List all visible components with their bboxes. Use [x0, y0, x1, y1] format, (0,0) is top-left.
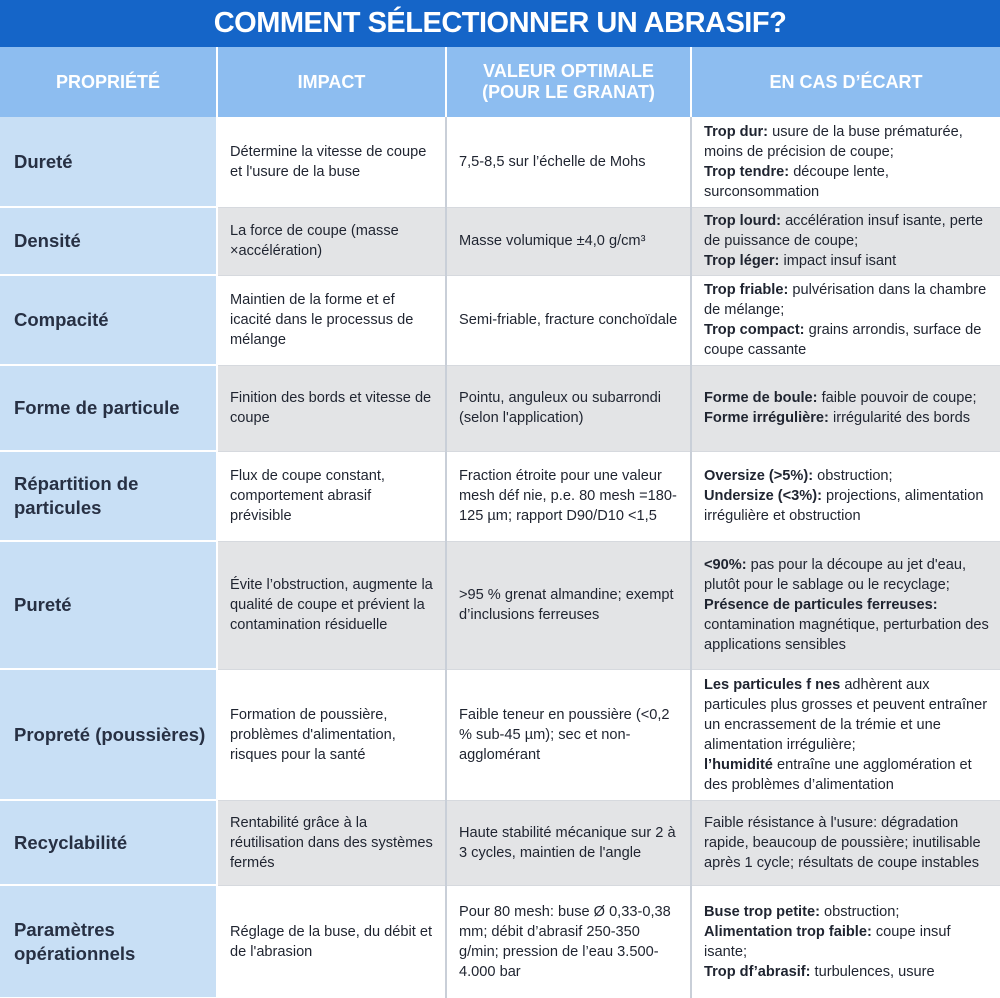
impact-cell: Évite l’obstruction, augmente la qualité de coupe et prévient la contamination résiduelle — [217, 541, 446, 669]
deviation-cell — [691, 541, 1000, 669]
deviation-text: coupe insuf isante; — [704, 923, 951, 960]
deviation-item — [704, 755, 994, 795]
deviation-item — [704, 408, 994, 428]
impact-cell: Flux de coupe constant, comportement abrasif prévisible — [217, 451, 446, 541]
deviation-item — [704, 162, 994, 202]
deviation-text: turbulences, usure — [810, 963, 935, 980]
deviation-label: Les particules f nes — [704, 676, 841, 693]
deviation-label: <90%: — [704, 557, 747, 573]
deviation-label: Trop friable: — [704, 282, 789, 298]
deviation-cell — [691, 207, 1000, 275]
deviation-text: obstruction; — [813, 468, 893, 484]
property-cell: Compacité — [0, 275, 217, 365]
deviation-label: Trop tendre: — [704, 163, 790, 180]
deviation-label: Trop compact: — [704, 322, 805, 338]
deviation-text: découpe lente, surconsommation — [704, 163, 889, 200]
deviation-item — [704, 675, 994, 755]
deviation-item — [704, 962, 994, 982]
optimal-value-cell: Faible teneur en poussière (<0,2 % sub-45 µm); sec et non-agglomérant — [446, 669, 691, 800]
deviation-item — [704, 813, 994, 873]
table-row — [0, 207, 1000, 275]
impact-cell: Réglage de la buse, du débit et de l'abrasion — [217, 885, 446, 998]
table-row — [0, 800, 1000, 885]
deviation-text: contamination magnétique, perturbation des applications sensibles — [704, 617, 989, 653]
deviation-label: Trop lourd: — [704, 213, 782, 229]
property-cell: Pureté — [0, 541, 217, 669]
impact-cell: Rentabilité grâce à la réutilisation dans des systèmes fermés — [217, 800, 446, 885]
optimal-value-cell: 7,5-8,5 sur l’échelle de Mohs — [446, 117, 691, 207]
deviation-label: l’humidité — [704, 756, 773, 773]
deviation-label: Forme de boule: — [704, 390, 818, 406]
header-deviation: EN CAS D’ÉCART — [691, 47, 1000, 117]
header-impact: IMPACT — [217, 47, 446, 117]
property-cell: Recyclabilité — [0, 800, 217, 885]
deviation-item — [704, 922, 994, 962]
abrasive-table — [0, 47, 1000, 998]
deviation-item — [704, 388, 994, 408]
deviation-cell — [691, 669, 1000, 800]
table-row — [0, 275, 1000, 365]
table-body — [0, 117, 1000, 998]
impact-cell: Formation de poussière, problèmes d'alimentation, risques pour la santé — [217, 669, 446, 800]
property-cell: Propreté (poussières) — [0, 669, 217, 800]
table-row — [0, 669, 1000, 800]
page-title: COMMENT SÉLECTIONNER UN ABRASIF? — [0, 0, 1000, 47]
deviation-item — [704, 555, 994, 595]
header-optimal — [446, 47, 691, 117]
property-cell: Forme de particule — [0, 365, 217, 451]
deviation-label: Oversize (>5%): — [704, 468, 814, 484]
deviation-text: Faible résistance à l'usure: dégradation rapide, beaucoup de poussière; inutilisable après 1 cycle; résultats de coupe instables — [704, 814, 981, 871]
deviation-label: Buse trop petite: — [704, 903, 820, 920]
optimal-value-cell: Haute stabilité mécanique sur 2 à 3 cycles, maintien de l'angle — [446, 800, 691, 885]
header-property: PROPRIÉTÉ — [0, 47, 217, 117]
deviation-label: Undersize (<3%): — [704, 488, 822, 504]
property-cell: Densité — [0, 207, 217, 275]
optimal-value-cell: Semi-friable, fracture conchoïdale — [446, 275, 691, 365]
optimal-value-cell: >95 % grenat almandine; exempt d’inclusions ferreuses — [446, 541, 691, 669]
deviation-label: Trop df’abrasif: — [704, 963, 811, 980]
impact-cell: Finition des bords et vitesse de coupe — [217, 365, 446, 451]
property-cell: Répartition de particules — [0, 451, 217, 541]
deviation-text: pas pour la découpe au jet d'eau, plutôt pour le sablage ou le recyclage; — [704, 557, 967, 593]
deviation-text: usure de la buse prématurée, moins de précision de coupe; — [704, 123, 963, 160]
deviation-text: adhèrent aux particules plus grosses et peuvent entraîner un encrassement de la trémie et une alimentation irrégulière; — [704, 676, 988, 753]
deviation-item — [704, 486, 994, 526]
deviation-item — [704, 280, 994, 320]
optimal-value-cell: Pointu, anguleux ou subarrondi (selon l'application) — [446, 365, 691, 451]
deviation-item — [704, 211, 994, 251]
deviation-cell — [691, 365, 1000, 451]
deviation-text: pulvérisation dans la chambre de mélange; — [704, 282, 987, 318]
header-optimal-line: VALEUR OPTIMALE — [483, 61, 654, 81]
deviation-cell — [691, 275, 1000, 365]
table-row — [0, 451, 1000, 541]
deviation-text: faible pouvoir de coupe; — [817, 390, 977, 406]
deviation-label: Trop dur: — [704, 123, 769, 140]
table-row — [0, 117, 1000, 207]
deviation-text: impact insuf isant — [779, 253, 897, 269]
deviation-text: entraîne une agglomération et des problèmes d’alimentation — [704, 756, 972, 793]
optimal-value-cell: Pour 80 mesh: buse Ø 0,33-0,38 mm; débit d’abrasif 250-350 g/min; pression de l’eau 3.500-4.000 bar — [446, 885, 691, 998]
deviation-item — [704, 466, 994, 486]
deviation-label: Alimentation trop faible: — [704, 923, 872, 940]
optimal-value-cell: Masse volumique ±4,0 g/cm³ — [446, 207, 691, 275]
impact-cell: Détermine la vitesse de coupe et l'usure de la buse — [217, 117, 446, 207]
deviation-text: irrégularité des bords — [828, 410, 971, 426]
deviation-label: Forme irrégulière: — [704, 410, 829, 426]
impact-cell: Maintien de la forme et ef icacité dans le processus de mélange — [217, 275, 446, 365]
deviation-text: grains arrondis, surface de coupe cassante — [704, 322, 982, 358]
table-row — [0, 885, 1000, 998]
deviation-item — [704, 595, 994, 655]
deviation-text: accélération insuf isante, perte de puissance de coupe; — [704, 213, 984, 249]
impact-cell: La force de coupe (masse ×accélération) — [217, 207, 446, 275]
deviation-label: Présence de particules ferreuses: — [704, 597, 938, 613]
header-optimal-line: (POUR LE GRANAT) — [482, 82, 655, 102]
deviation-text: obstruction; — [819, 903, 900, 920]
deviation-cell — [691, 451, 1000, 541]
property-cell: Dureté — [0, 117, 217, 207]
deviation-item — [704, 122, 994, 162]
deviation-cell — [691, 117, 1000, 207]
deviation-cell — [691, 885, 1000, 998]
table-row — [0, 365, 1000, 451]
deviation-cell — [691, 800, 1000, 885]
deviation-label: Trop léger: — [704, 253, 780, 269]
deviation-item — [704, 251, 994, 271]
header-row — [0, 47, 1000, 117]
table-row — [0, 541, 1000, 669]
deviation-text: projections, alimentation irrégulière et obstruction — [704, 488, 984, 524]
property-cell: Paramètres opérationnels — [0, 885, 217, 998]
optimal-value-cell: Fraction étroite pour une valeur mesh déf nie, p.e. 80 mesh =180-125 µm; rapport D90/D10 <1,5 — [446, 451, 691, 541]
deviation-item — [704, 902, 994, 922]
deviation-item — [704, 320, 994, 360]
